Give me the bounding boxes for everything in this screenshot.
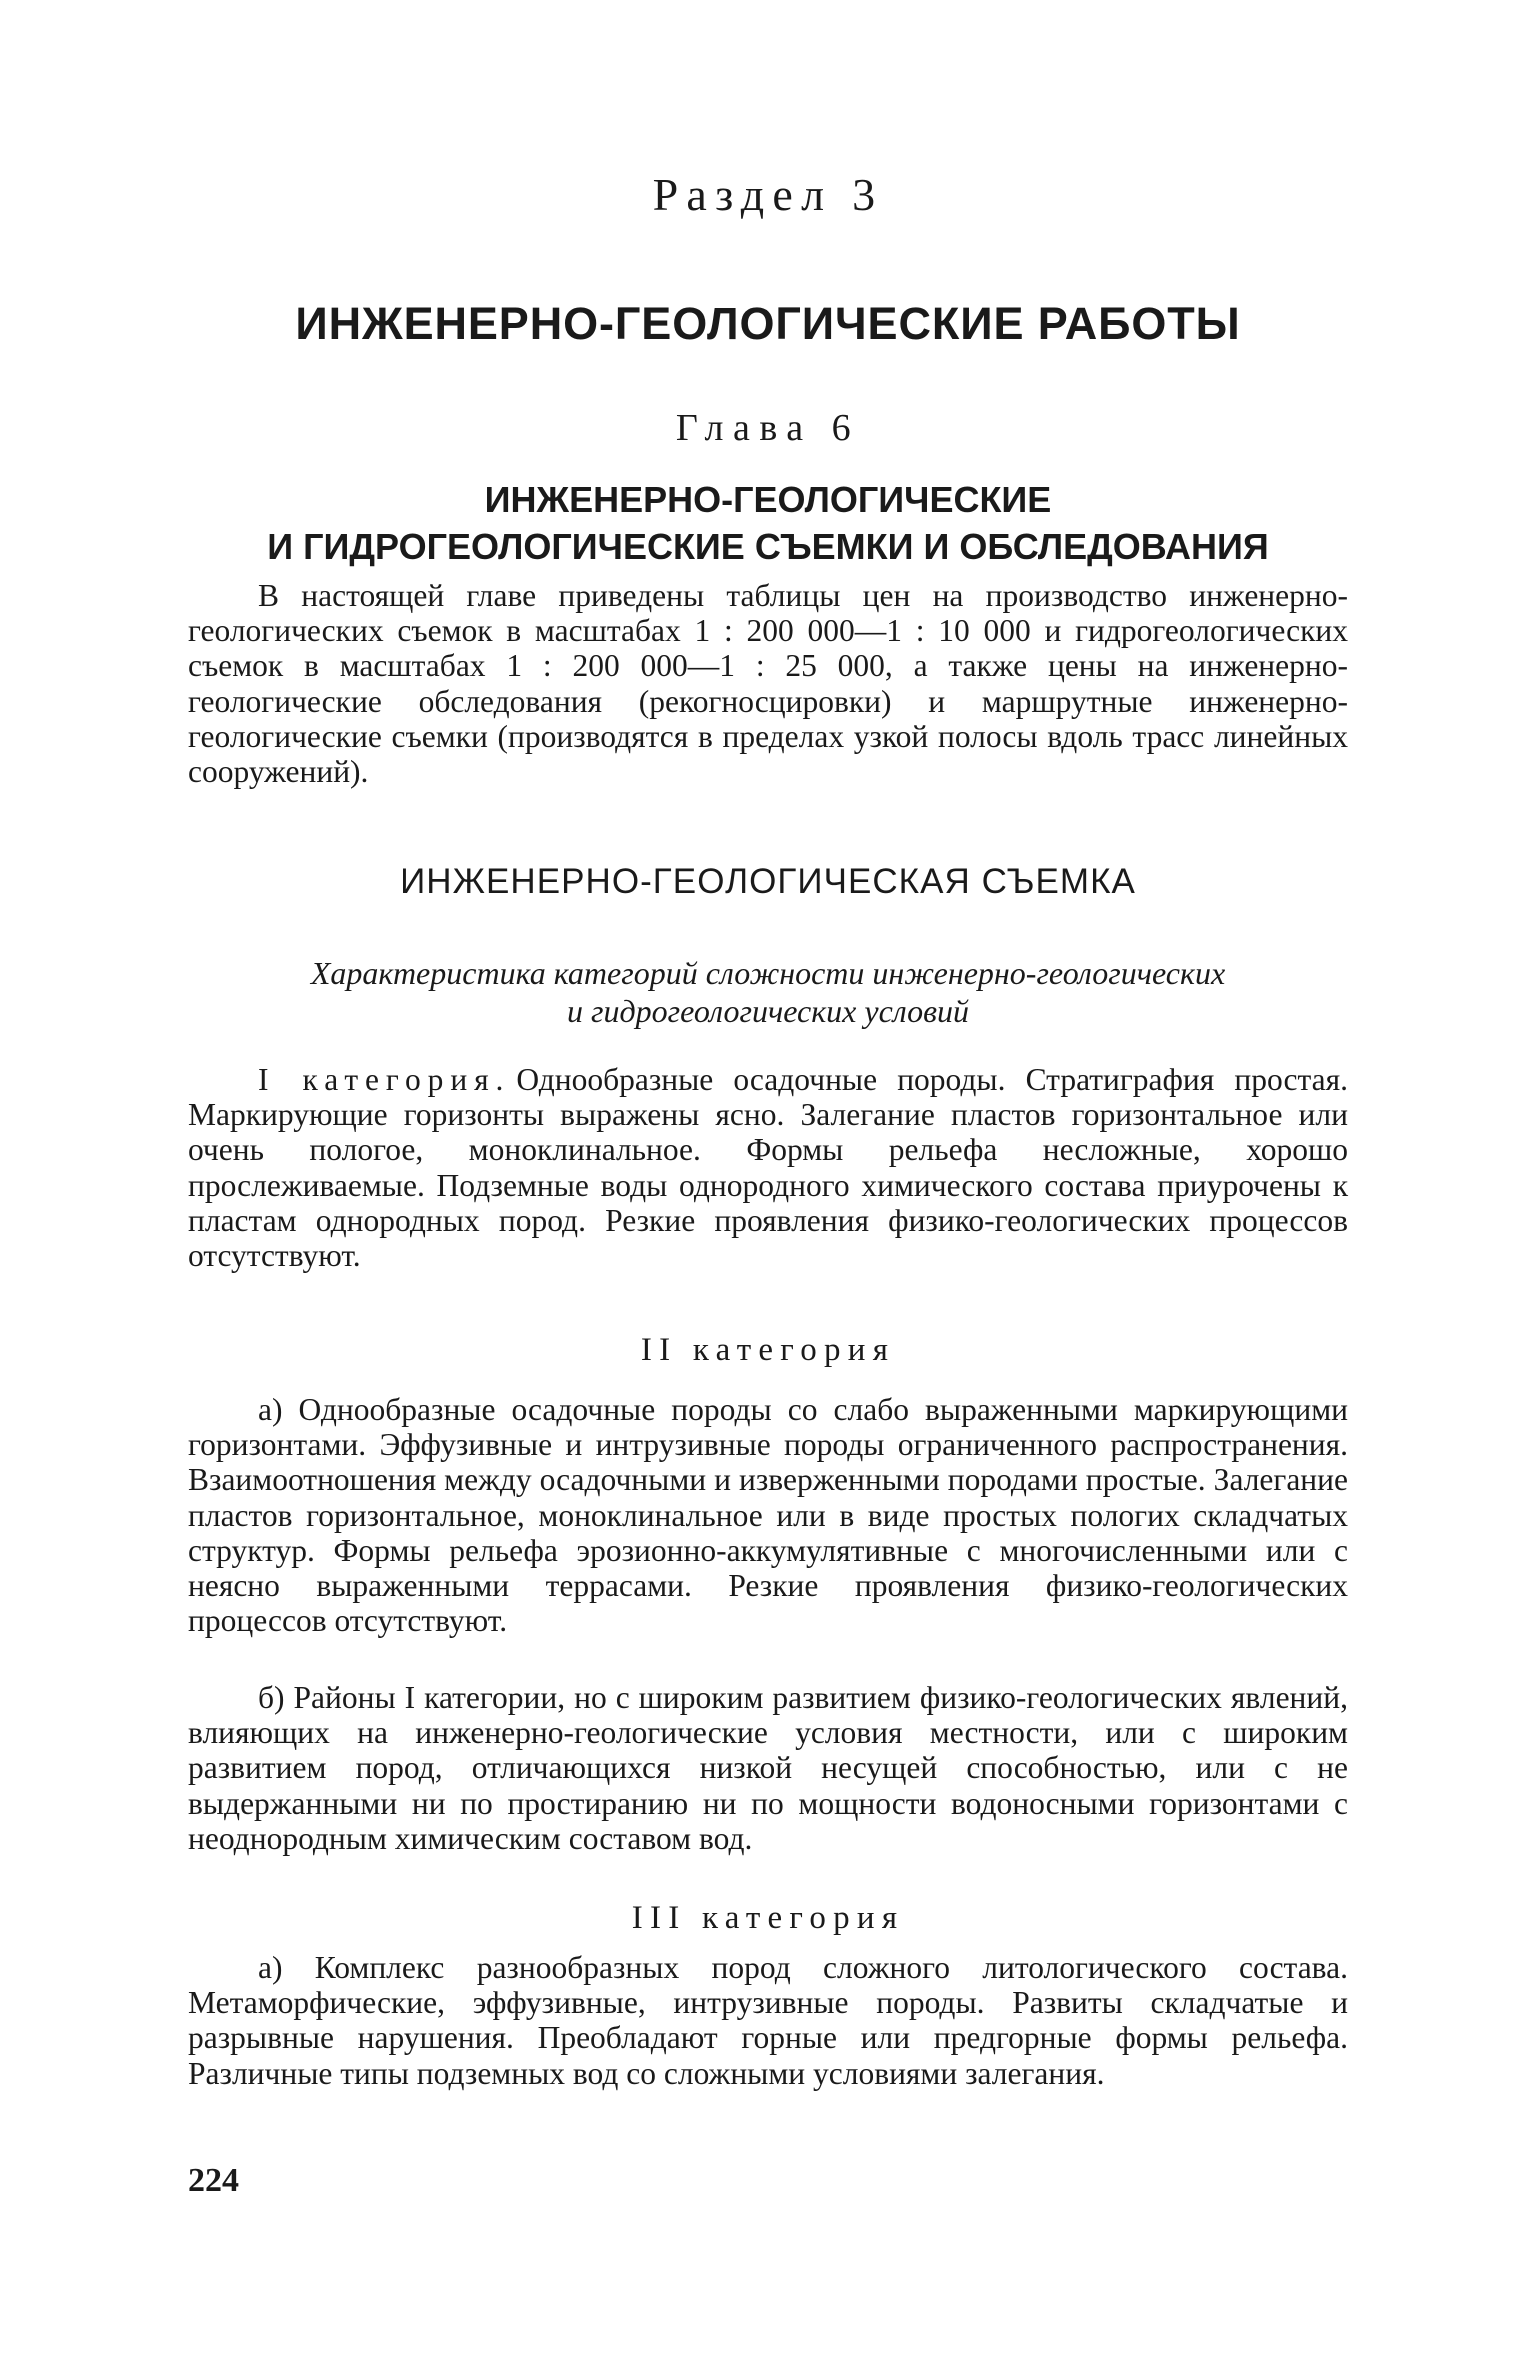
category1-text: Однообразные осадочные породы. Стратиграфия простая. Маркирующие горизонты выражены ясно. Залегание пластов горизонтальное или очень пологое, моноклинальное. Формы рельефа несложные, хорошо прослеживаемые. Подземные воды однородного химического состава приурочены к пластам однородных пород. Резкие проявления физико-геологических процессов отсутствуют.	[188, 1062, 1348, 1274]
chapter-title	[188, 476, 1348, 570]
italic-heading-line2: и гидрогеологических условий	[566, 993, 970, 1029]
chapter-title-line1: ИНЖЕНЕРНО-ГЕОЛОГИЧЕСКИЕ	[484, 479, 1052, 520]
italic-heading-line1: Характеристика категорий сложности инженерно-геологических	[310, 955, 1226, 991]
category3-heading: III категория	[631, 1900, 905, 1936]
chapter-label: Глава 6	[675, 407, 861, 449]
intro-paragraph: В настоящей главе приведены таблицы цен на производство инженерно-геологических съемок в масштабах 1 : 200 000—1 : 10 000 и гидрогеологических съемок в масштабах 1 : 200 000—1 : 25 000, а также цены на инженерно-геологические обследования (рекогносцировки) и маршрутные инженерно-геологические съемки (производятся в пределах узкой полосы вдоль трасс линейных сооружений).	[188, 578, 1348, 790]
category2-heading: II категория	[640, 1332, 896, 1368]
category1-paragraph	[188, 1062, 1348, 1273]
part-title: ИНЖЕНЕРНО-ГЕОЛОГИЧЕСКИЕ РАБОТЫ	[295, 298, 1241, 349]
chapter-title-line2: И ГИДРОГЕОЛОГИЧЕСКИЕ СЪЕМКИ И ОБСЛЕДОВАНИЯ	[267, 526, 1269, 567]
italic-heading	[188, 954, 1348, 1030]
section-label: Раздел 3	[652, 169, 884, 220]
category1-lead: I категория.	[258, 1062, 511, 1097]
subsection-title: ИНЖЕНЕРНО-ГЕОЛОГИЧЕСКАЯ СЪЕМКА	[400, 862, 1136, 901]
category3-a-paragraph: а) Комплекс разнообразных пород сложного литологического состава. Метаморфические, эффузивные, интрузивные породы. Развиты складчатые и разрывные нарушения. Преобладают горные или предгорные формы рельефа. Различные типы подземных вод со сложными условиями залегания.	[188, 1950, 1348, 2091]
page-number: 224	[188, 2162, 239, 2199]
category2-a-paragraph: а) Однообразные осадочные породы со слабо выраженными маркирующими горизонтами. Эффузивные и интрузивные породы ограниченного распространения. Взаимоотношения между осадочными и изверженными породами простые. Залегание пластов горизонтальное, моноклинальное или в виде простых пологих складчатых структур. Формы рельефа эрозионно-аккумулятивные с многочисленными или с неясно выраженными террасами. Резкие проявления физико-геологических процессов отсутствуют.	[188, 1392, 1348, 1639]
category2-b-paragraph: б) Районы I категории, но с широким развитием физико-геологических явлений, влияющих на инженерно-геологические условия местности, или с широким развитием пород, отличающихся низкой несущей способностью, или с не выдержанными ни по простиранию ни по мощности водоносными горизонтами с неоднородным химическим составом вод.	[188, 1680, 1348, 1856]
